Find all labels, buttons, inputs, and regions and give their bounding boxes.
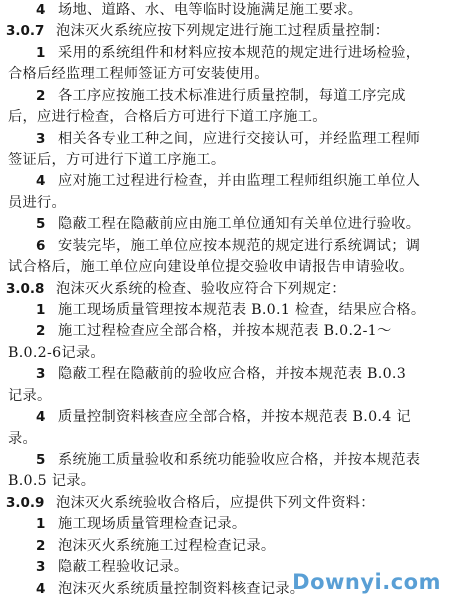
- clause-item: [0, 300, 459, 321]
- clause-number: 3.0.7: [6, 23, 45, 40]
- clause-heading: [0, 21, 459, 42]
- item-text: B.0.2-6记录。: [8, 344, 105, 361]
- clause-number: 3.0.8: [6, 280, 45, 297]
- clause-continuation: [0, 257, 459, 278]
- item-number: 2: [36, 323, 46, 340]
- clause-heading: [0, 279, 459, 300]
- item-number: 4: [36, 409, 46, 426]
- item-text: 施工现场质量管理检查记录。: [58, 516, 247, 533]
- clause-continuation: [0, 429, 459, 450]
- item-number: 4: [36, 580, 46, 597]
- item-number: 1: [36, 302, 46, 318]
- clause-text: 泡沫灭火系统应按下列规定进行施工过程质量控制：: [56, 23, 390, 40]
- item-text: 泡沫灭火系统质量控制资料核查记录。: [58, 580, 305, 597]
- item-text: 安装完毕，施工单位应按本规范的规定进行系统调试；调: [58, 237, 421, 254]
- clause-number: 3.0.9: [6, 494, 45, 511]
- clause-continuation: [0, 343, 459, 364]
- item-text: 试合格后，施工单位应向建设单位提交验收申请报告申请验收。: [8, 259, 414, 276]
- clause-continuation: [0, 150, 459, 171]
- clause-item: [0, 129, 459, 150]
- clause-item: [0, 43, 459, 64]
- clause-continuation: [0, 193, 459, 214]
- item-text: B.0.5 记录。: [8, 473, 96, 490]
- item-text: 合格后经监理工程师签证方可安装使用。: [8, 66, 269, 83]
- clause-item: [0, 0, 459, 21]
- item-text: 施工现场质量管理按本规范表 B.0.1 检查，结果应合格。: [58, 302, 426, 318]
- item-number: 2: [36, 87, 46, 104]
- clause-item: [0, 214, 459, 235]
- clause-item: [0, 450, 459, 471]
- item-number: 4: [36, 173, 46, 190]
- item-text: 隐蔽工程在隐蔽前的验收应合格，并按本规范表 B.0.3: [58, 366, 407, 383]
- clause-text: 泡沫灭火系统验收合格后，应提供下列文件资料：: [56, 494, 375, 511]
- clause-item: [0, 514, 459, 535]
- clause-item: [0, 321, 459, 342]
- item-text: 隐蔽工程验收记录。: [58, 559, 189, 576]
- clause-continuation: [0, 64, 459, 85]
- item-text: 质量控制资料核查应全部合格，并按本规范表 B.0.4 记: [58, 409, 411, 426]
- item-text: 记录。: [8, 387, 52, 404]
- clause-item: [0, 364, 459, 385]
- clause-heading: [0, 493, 459, 514]
- clause-item: [0, 236, 459, 257]
- item-text: 场地、道路、水、电等临时设施满足施工要求。: [58, 2, 363, 18]
- item-number: 3: [36, 130, 46, 147]
- item-text: 隐蔽工程在隐蔽前应由施工单位通知有关单位进行验收。: [58, 216, 421, 233]
- clause-continuation: [0, 386, 459, 407]
- item-text: 采用的系统组件和材料应按本规范的规定进行进场检验，: [58, 44, 421, 61]
- item-number: 4: [36, 2, 46, 18]
- item-text: 应对施工过程进行检查，并由监理工程师组织施工单位人: [58, 173, 421, 190]
- item-number: 3: [36, 559, 46, 576]
- item-text: 系统施工质量验收和系统功能验收应合格，并按本规范表: [58, 452, 421, 468]
- item-number: 3: [36, 366, 46, 383]
- item-text: 各工序应按施工技术标准进行质量控制，每道工序完成: [58, 87, 406, 104]
- clause-item: [0, 536, 459, 557]
- site-watermark: Downyi.com: [292, 570, 441, 594]
- item-number: 6: [36, 237, 46, 254]
- item-number: 1: [36, 516, 46, 533]
- clause-continuation: [0, 107, 459, 128]
- item-text: 泡沫灭火系统施工过程检查记录。: [58, 537, 276, 554]
- item-text: 相关各专业工种之间，应进行交接认可，并经监理工程师: [58, 130, 421, 147]
- item-text: 录。: [8, 430, 37, 447]
- item-text: 后，应进行检查，合格后方可进行下道工序施工。: [8, 109, 327, 126]
- clause-item: [0, 171, 459, 192]
- item-number: 5: [36, 452, 46, 468]
- clause-item: [0, 407, 459, 428]
- item-number: 2: [36, 537, 46, 554]
- clause-continuation: [0, 471, 459, 492]
- item-text: 员进行。: [8, 194, 66, 211]
- clause-text: 泡沫灭火系统的检查、验收应符合下列规定：: [56, 280, 346, 297]
- clause-item: [0, 86, 459, 107]
- item-number: 5: [36, 216, 46, 233]
- item-number: 1: [36, 44, 46, 61]
- item-text: 施工过程检查应全部合格，并按本规范表 B.0.2-1～: [58, 323, 392, 340]
- item-text: 签证后，方可进行下道工序施工。: [8, 152, 226, 168]
